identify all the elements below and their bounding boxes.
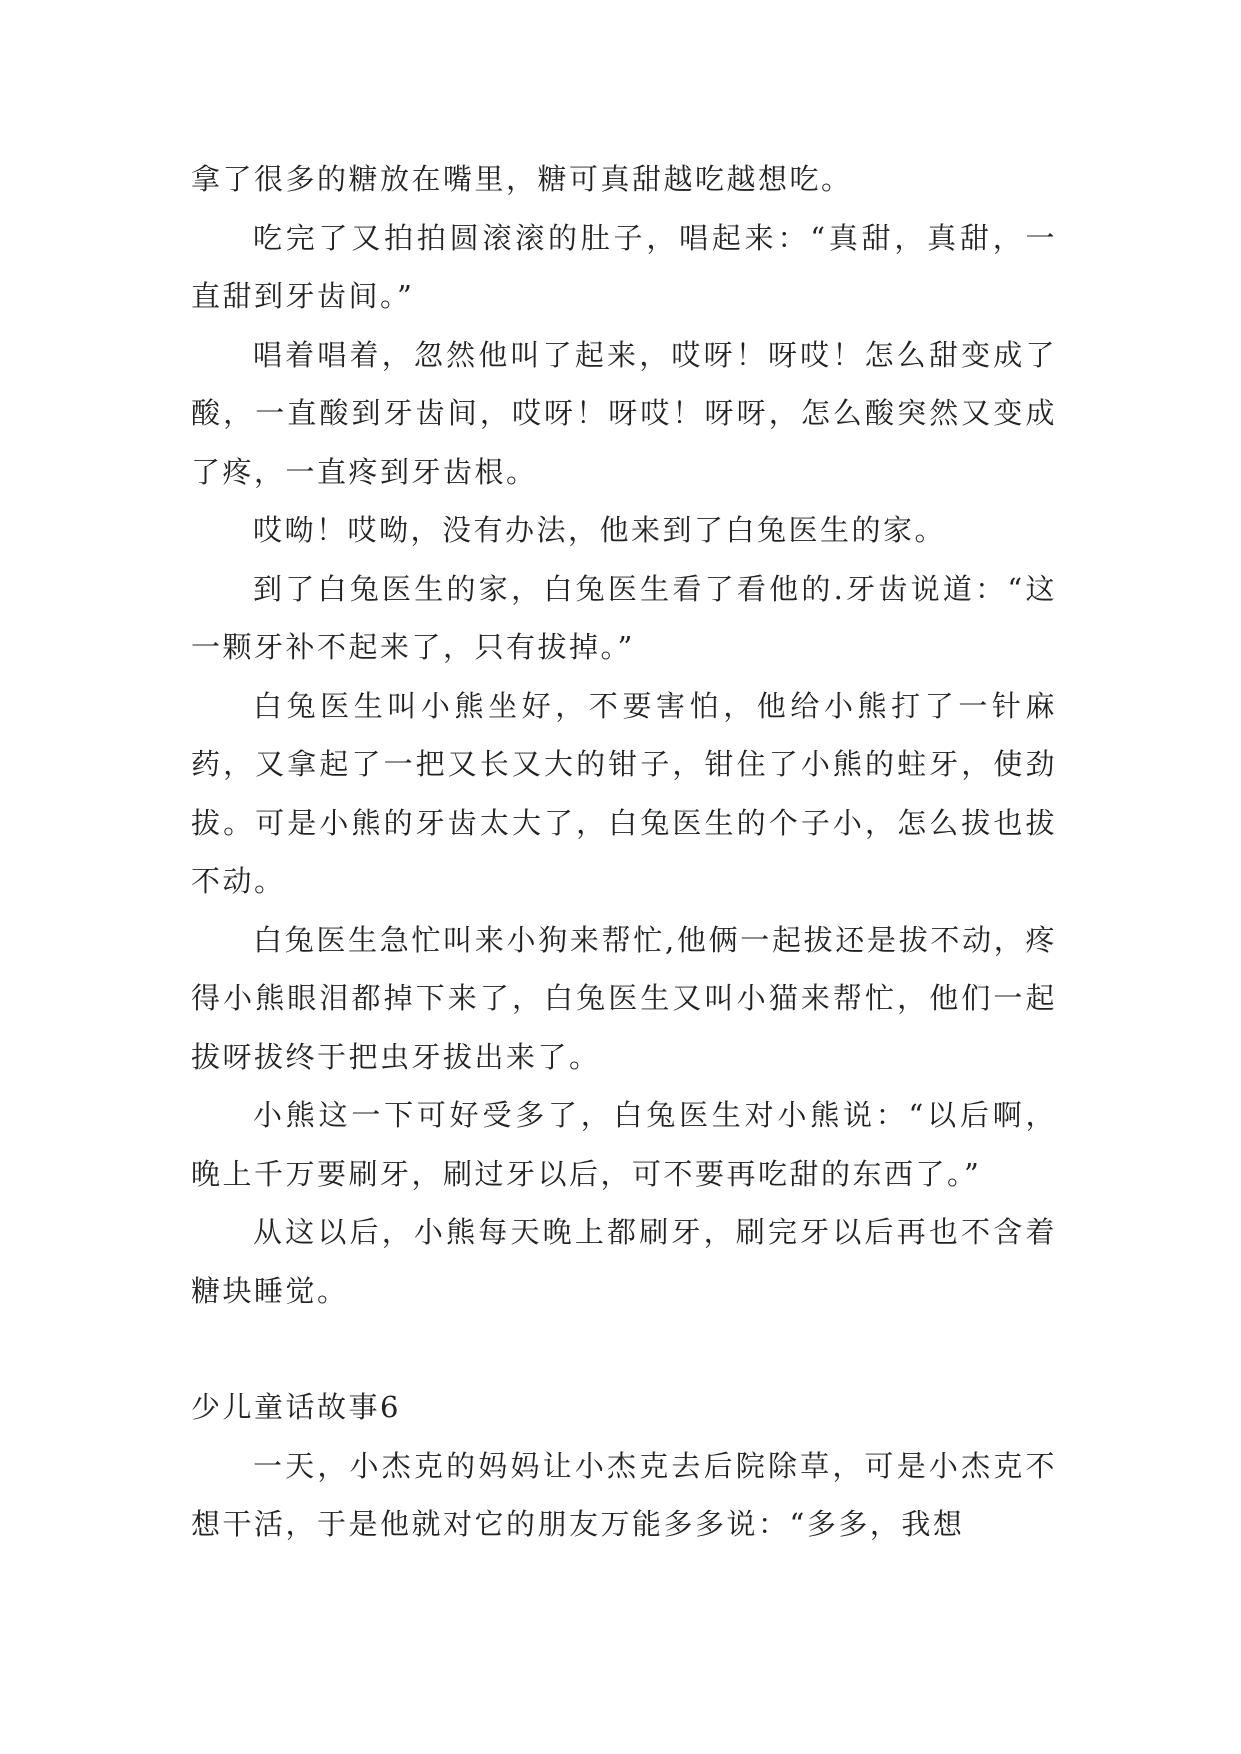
- document-body: [191, 150, 1057, 1554]
- paragraph: 小熊这一下可好受多了，白兔医生对小熊说：“以后啊，晚上千万要刷牙，刷过牙以后，可不要再吃甜的东西了。”: [191, 1098, 1057, 1191]
- paragraph: 一天，小杰克的妈妈让小杰克去后院除草，可是小杰克不想干活，于是他就对它的朋友万能多多说：“多多，我想: [191, 1448, 1057, 1541]
- paragraph: 到了白兔医生的家，白兔医生看了看他的.牙齿说道：“这一颗牙补不起来了，只有拔掉。”: [191, 571, 1057, 664]
- paragraph: 从这以后，小熊每天晚上都刷牙，刷完牙以后再也不含着糖块睡觉。: [191, 1215, 1057, 1308]
- section-title: 少儿童话故事6: [191, 1390, 401, 1424]
- paragraph: 哎呦！哎呦，没有办法，他来到了白兔医生的家。: [253, 513, 947, 547]
- paragraph: 唱着唱着，忽然他叫了起来，哎呀！呀哎！怎么甜变成了酸，一直酸到牙齿间，哎呀！呀哎！呀呀，怎么酸突然又变成了疼，一直疼到牙齿根。: [191, 337, 1057, 489]
- section-spacer: [191, 1320, 1057, 1378]
- paragraph: 拿了很多的糖放在嘴里，糖可真甜越吃越想吃。: [191, 162, 853, 196]
- paragraph: 白兔医生叫小熊坐好，不要害怕，他给小熊打了一针麻药，又拿起了一把又长又大的钳子，钳住了小熊的蛀牙，使劲拔。可是小熊的牙齿太大了，白兔医生的个子小，怎么拔也拔不动。: [191, 688, 1057, 898]
- paragraph: 白兔医生急忙叫来小狗来帮忙,他俩一起拔还是拔不动，疼得小熊眼泪都掉下来了，白兔医生又叫小猫来帮忙，他们一起拔呀拔终于把虫牙拔出来了。: [191, 922, 1057, 1074]
- paragraph: 吃完了又拍拍圆滚滚的肚子，唱起来：“真甜，真甜，一直甜到牙齿间。”: [191, 220, 1057, 313]
